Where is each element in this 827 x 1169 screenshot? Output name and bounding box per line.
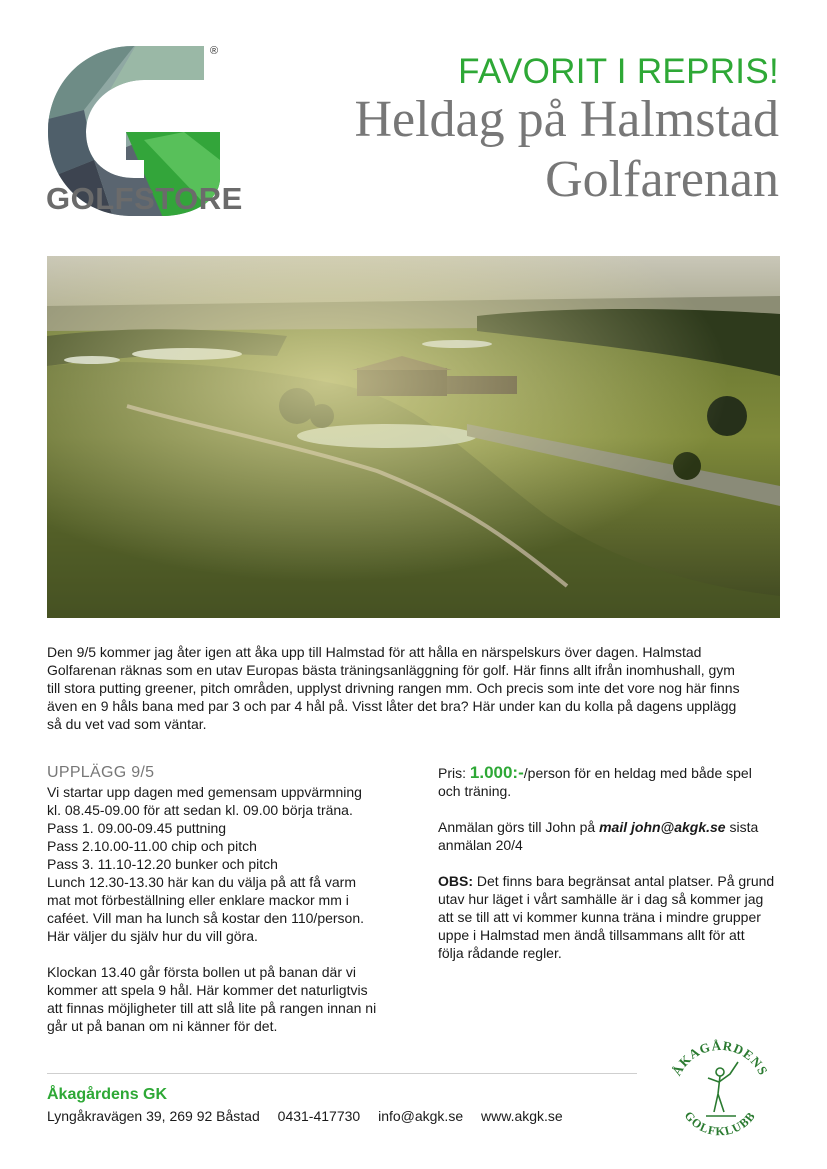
- registration-prefix: Anmälan görs till John på: [438, 819, 596, 835]
- notice-line: att se till att vi kommer kunna träna i mindre grupper: [438, 909, 761, 925]
- intro-paragraph: [47, 643, 782, 733]
- svg-text:ÅKAGÅRDENS: [669, 1038, 771, 1078]
- notice-line: följa rådande regler.: [438, 945, 562, 961]
- round-line: går ut på banan om ni känner för det.: [47, 1018, 278, 1034]
- intro-line: Golfarenan räknas som en utav Europas bästa träningsanläggning för golf. Här finns allt ifrån inomhushall, gym: [47, 662, 735, 678]
- registration-deadline: anmälan 20/4: [438, 837, 523, 853]
- page-title: [354, 90, 779, 210]
- emblem-bottom-text: GOLFKLUBB: [681, 1108, 759, 1139]
- schedule-line: Pass 1. 09.00-09.45 puttning: [47, 820, 227, 836]
- intro-line: Den 9/5 kommer jag åter igen att åka upp till Halmstad för att hålla en närspelskurs över dagen. Halmstad: [47, 644, 702, 660]
- round-line: att finnas möjligheter till att slå lite på rangen innan ni: [47, 1000, 377, 1016]
- emblem-top-text: ÅKAGÅRDENS: [668, 1037, 772, 1079]
- schedule-heading: UPPLÄGG 9/5: [47, 764, 155, 781]
- aerial-golf-course-photo: [47, 256, 780, 618]
- svg-text:GOLFKLUBB: [682, 1109, 759, 1139]
- registered-mark: ®: [210, 45, 219, 57]
- akagarden-emblem: [664, 1032, 776, 1150]
- notice-line: [438, 872, 783, 890]
- club-contact: [47, 1108, 577, 1124]
- footer-divider: [47, 1073, 637, 1074]
- price-amount: 1.000:-: [469, 763, 524, 782]
- notice-text: Det finns bara begränsat antal platser. På grund: [476, 873, 775, 889]
- notice-line: utav hur läget i vårt samhälle är i dag så kommer jag: [438, 891, 764, 907]
- registration-email-link[interactable]: mail john@akgk.se: [599, 819, 726, 835]
- notice-label: OBS:: [438, 873, 473, 889]
- registration-suffix: sista: [729, 819, 759, 835]
- kicker-heading: FAVORIT I REPRIS!: [458, 52, 779, 91]
- intro-line: så du vet vad som väntar.: [47, 716, 207, 732]
- schedule-line: caféet. Vill man ha lunch så kostar den 110/person.: [47, 910, 365, 926]
- round-line: kommer att spela 9 hål. Här kommer det naturligtvis: [47, 982, 368, 998]
- schedule-line: Lunch 12.30-13.30 här kan du välja på att få varm: [47, 874, 356, 890]
- club-name: Åkagårdens GK: [47, 1086, 168, 1103]
- club-website-link[interactable]: www.akgk.se: [481, 1108, 563, 1124]
- title-line-2: Golfarenan: [545, 151, 779, 208]
- intro-line: till stora putting greener, pitch områden, upplyst drivning rangen mm. Och precis som inte det vore nog här finns: [47, 680, 740, 696]
- schedule-line: Pass 3. 11.10-12.20 bunker och pitch: [47, 856, 278, 872]
- price-line-2: och träning.: [438, 783, 512, 799]
- round-line: Klockan 13.40 går första bollen ut på banan där vi: [47, 964, 356, 980]
- club-phone: 0431-417730: [277, 1108, 361, 1124]
- schedule-line: Här väljer du själv hur du vill göra.: [47, 928, 258, 944]
- brand-name: GOLFSTORE: [46, 181, 243, 216]
- registration-line: [438, 818, 783, 836]
- schedule-line: Vi startar upp dagen med gemensam uppvärmning: [47, 784, 362, 800]
- golfer-figure: [706, 1062, 738, 1116]
- intro-line: även en 9 håls bana med par 3 och par 4 hål på. Visst låter det bra? Här under kan du kolla på dagens upplägg: [47, 698, 737, 714]
- club-address: Lyngåkravägen 39, 269 92 Båstad: [47, 1108, 260, 1124]
- info-section: [438, 764, 783, 962]
- price-rest: /person för en heldag med både spel: [523, 765, 752, 781]
- title-line-1: Heldag på Halmstad: [354, 91, 779, 148]
- schedule-section: [47, 764, 407, 1035]
- club-email-link[interactable]: info@akgk.se: [378, 1108, 464, 1124]
- price-line: [438, 764, 783, 782]
- schedule-line: Pass 2.10.00-11.00 chip och pitch: [47, 838, 257, 854]
- price-label: Pris:: [438, 765, 466, 781]
- schedule-line: kl. 08.45-09.00 för att sedan kl. 09.00 börja träna.: [47, 802, 353, 818]
- schedule-line: mat mot förbeställning eller enklare mackor mm i: [47, 892, 349, 908]
- notice-line: uppe i Halmstad men ändå tillsammans allt för att: [438, 927, 745, 943]
